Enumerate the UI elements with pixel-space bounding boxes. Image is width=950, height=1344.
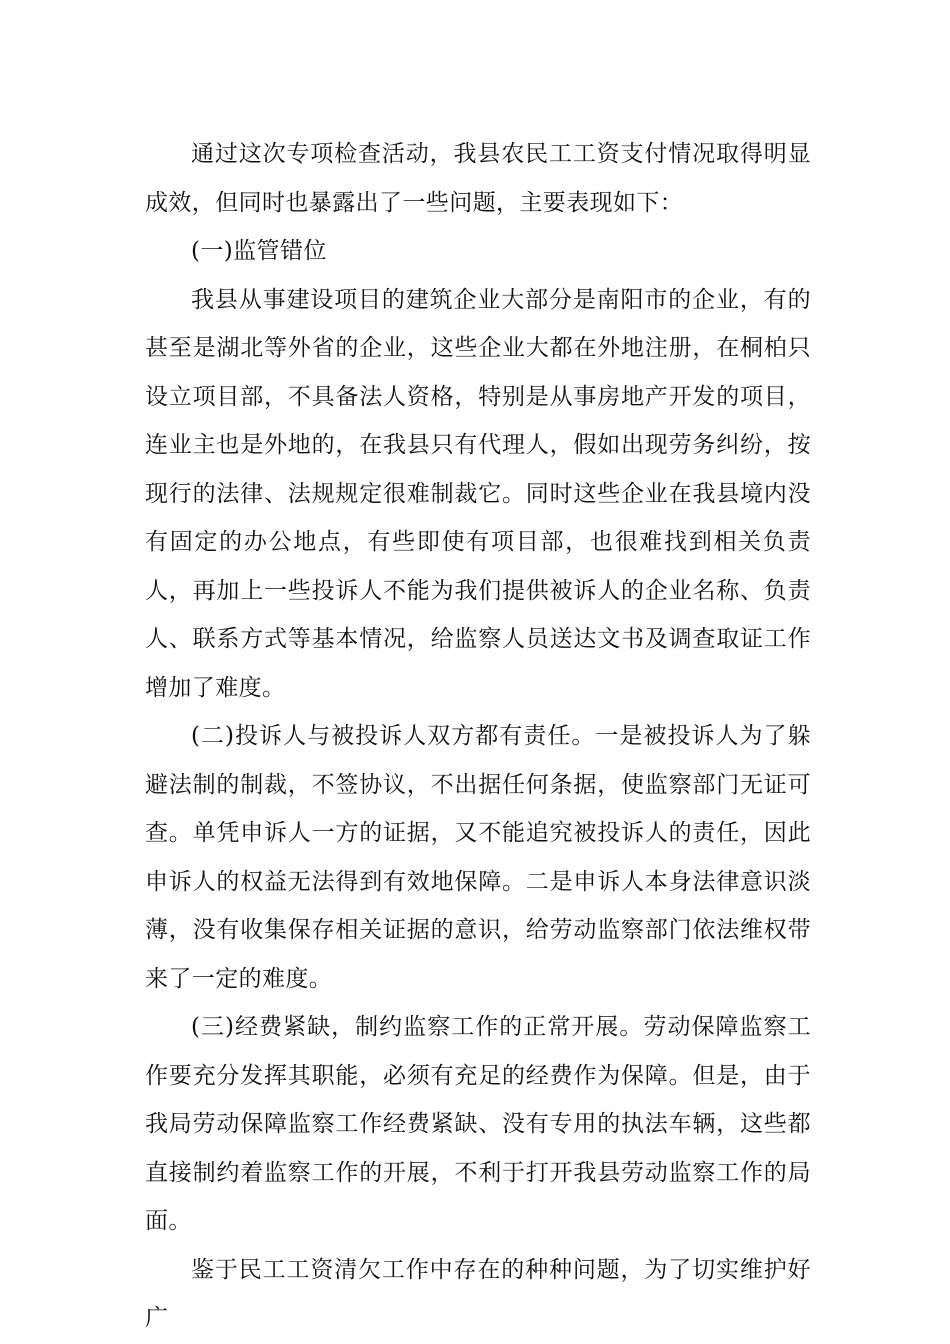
- paragraph-section-3: (三)经费紧缺，制约监察工作的正常开展。劳动保障监察工作要充分发挥其职能，必须有充足的经费作为保障。但是，由于我局劳动保障监察工作经费紧缺、没有专用的执法车辆，这些都直接制约着监察工作的开展，不利于打开我县劳动监察工作的局面。: [145, 1014, 811, 1234]
- paragraph-conclusion: 鉴于民工工资清欠工作中存在的种种问题，为了切实维护好广: [145, 1256, 811, 1331]
- document-body: [145, 130, 811, 1343]
- paragraph-section-2: (二)投诉人与被投诉人双方都有责任。一是被投诉人为了躲避法制的制裁，不签协议，不出据任何条据，使监察部门无证可查。单凭申诉人一方的证据，又不能追究被投诉人的责任，因此申诉人的权益无法得到有效地保障。二是申诉人本身法律意识淡薄，没有收集保存相关证据的意识，给劳动监察部门依法维权带来了一定的难度。: [145, 723, 811, 992]
- section-heading-1: (一)监管错位: [191, 238, 327, 264]
- paragraph-intro: 通过这次专项检查活动，我县农民工工资支付情况取得明显成效，但同时也暴露出了一些问题，主要表现如下：: [145, 141, 811, 216]
- paragraph-section-1: 我县从事建设项目的建筑企业大部分是南阳市的企业，有的甚至是湖北等外省的企业，这些企业大都在外地注册，在桐柏只设立项目部，不具备法人资格，特别是从事房地产开发的项目，连业主也是外地的，在我县只有代理人，假如出现劳务纠纷，按现行的法律、法规规定很难制裁它。同时这些企业在我县境内没有固定的办公地点，有些即使有项目部，也很难找到相关负责人，再加上一些投诉人不能为我们提供被诉人的企业名称、负责人、联系方式等基本情况，给监察人员送达文书及调查取证工作增加了难度。: [145, 286, 811, 701]
